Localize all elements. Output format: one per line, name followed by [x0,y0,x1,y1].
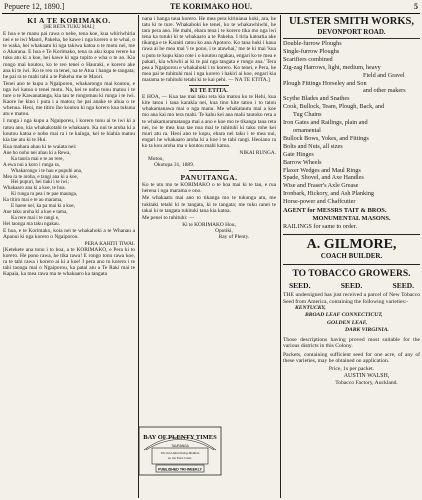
ad-body: Packets, containing sufficient seed for one acre, of any of these varieties, may be obtained on application. [283,351,420,365]
article-subtitle: [HE RETA TUKU MAI.] [43,25,95,30]
ad-item: Zig-zag Harrows, light, medium, heavy [283,63,381,71]
ad-signature-place: Tobacco Factory, Auckland. [335,379,398,386]
svg-text:on the East Coast.: on the East Coast. [167,456,193,460]
issue-date: Pepuere 12, 1890.] [4,2,65,11]
ad-item: Spade, Shovel, and Axe Handles [283,174,364,182]
editor-note-continued: nana i hanga taua korero. He mea pera kiriniaua koki, ara, he tatu ki te ture. Whakahoki ke tenei, ko te whakawhiwhi, he tara pera ano. He mahi, ehara tena i te korero tika mo nga iwi tena ka tutuki ki te whakaaro a te Pakeha. I tiria katoatia ake tikanga e te Karaiti ratou ko ana Apotoro. Ko tana huki i kaua rawa ai he mea mai 'i te pono, i te atawhai,' me te ki mai 'kua u putu te kupu kino rote i o koutou ngakau, engari ko te mea e pakari, kia whiwhi ai ki te pai nga tangata e rongo ana.' Tera pea a Ngaiporou e whakahoki i to korero. Ko tenei, e Pera, he mea pai te tuhituhi mai i nga korero i hakiri ai koe, engari kia marama te tuhituhi tetahi ki te kai pehi. — NA TE ETITA.] [142,16,276,83]
poem-line: A ewa nui a koro i runga ra, [3,161,60,168]
poem-line: Ka rere mai i te rangi e, [11,214,60,221]
ad-item: Scythe Blades and Snathes [283,95,350,103]
section-divider [189,170,229,171]
column-2 [142,16,276,426]
ad-item: ornamental [293,126,321,134]
address-intro: Me penei to tuhituhi: — [142,214,195,221]
seed-row [283,280,420,292]
ad-title: TO TOBACCO GROWERS. [292,269,411,280]
ad-divider [283,38,420,39]
article-paragraph: E hoa e te manu pai rawa o nehe, tena koe, kua whiriwhiria nei e te iwi Maori, Pakeha, he kawe i nga korero o te whai, o te waka, hei whakaatu ki nga takiwa katoa o te motu nei, me o Akarana. E hoa e Te Korimako, tena ra aku kupu rerere ka tuku atu ki a koe, hei kawe ki nga topito e wha o te ao. Kia rongo mai koutou, ko te reo tenei o Hauraki, e korero ake ana ki te iwi. Ko te reo ra tenei, na te Atua i hanga te tangata; he pai ra te mahi tahi a te Pakeha me te Maori. [3,31,135,80]
ad-price: Price, 1s per packet. [328,365,375,372]
ad-item: Horse-power and Chaffcutter [283,198,356,206]
seed-word: SEED. [289,281,311,291]
address-line: Opotiki, [215,227,233,234]
variety: GOLDEN LEAF, [327,319,367,326]
ad-item: Plough Fittings Horseley and Son [283,79,367,87]
ad-item: Scarifiers combined [283,55,333,63]
ad-item: Tug Chains [293,111,322,119]
seed-word: SEED. [340,281,363,291]
header-rule [2,13,420,14]
poem-line: E haere nei, ka pa mai ki a koe, [11,203,75,210]
ad-item: Field and Gravel [363,71,405,79]
ad-item: Double-furrow Ploughs [283,40,342,47]
ad-body: Those descriptions having proved most suitable for the various districts in this Colony. [283,336,420,350]
page-number: 5 [414,2,418,11]
article-title: KI A TE KORIMAKO. [27,16,111,25]
ad-title: A. GILMORE, [306,237,397,253]
ad-item: Wise and Fraser's Axle Grease [283,182,359,190]
poem-line: Ka tauria mai e te ao rere, [11,155,64,162]
article-paragraph: I runga i nga kupu a Ngaiporeu, i korero tonu ai te iwi ki a ratou ano, kia whakakotahi te whakaaro. Ka nui te aroha ki a koutou katoa e noho mai ra i te kainga, kei te hiahia matou kia tae atu ki te Hui. [3,118,135,143]
notice-paragraph: Me whakaatu mai ano to tikanga mo te tukunga atu, me tukitaki tetahi ki te tangata, ki te tangata; me tuku ranei te takai ki te tangata tukituki tana kia katoa. [142,195,276,214]
svg-text:The best Advertising Medium: The best Advertising Medium [160,451,200,455]
bay-of-plenty-times-seal [138,426,222,476]
ad-item: Bullock Bows, Yokes, and Fittings [283,134,369,142]
poem-line: Aue ho noho nei ahau ki a Rewa, [3,149,71,156]
poem-line: Ki runga ra pea i te pae maunga, [11,191,78,198]
column-rule-2 [280,15,281,498]
poem-line: Whakarongo i te hau e pupuhi ana, [11,167,83,174]
poem-line: Hei taonga ma taku ngakau. [3,220,61,227]
letter-title: KI TE ETITA. [190,88,228,95]
ad-railings: RAILINGS for same to order. [283,223,358,231]
ad-item: Gate Hinges [283,150,314,158]
ad-body: THE undersigned has just received a parcel of New Tobacco Seed from America, containing the following varieties:- [283,292,420,305]
editor-note: [Ketekete ana tonu i to hoa, a te KORIMAKO, e Pera ki to korero. He pono rawa, he tika rawa! E rongo tonu rawa koe, ra te tahi rawa i korero ai ki a koe! I pera ano to korero i te tahi taonga mai o Ngaiporou, ka patai atu a Te Raki mai te Kapaia, ka mea rawa ma te whakaaro ka tangata [3,246,135,278]
ad-item: Barrow Wheels [283,158,322,166]
poem-line: Hei pupuri, hei tiaki i te iwi; [11,179,69,186]
poem [3,151,135,228]
poem-line: Aue taku aroha ki a koe e tama, [3,208,68,215]
ad-agent-sub: MONUMENTAL MASONS. [312,215,391,223]
notice-title: PANUITANGA. [180,173,238,183]
address-line: Bay of Plenty. [218,234,250,240]
address-line: Ki te KORIMAKO Hou, [182,221,236,228]
poem-line: Whakaaro ana ki a koe, te hoa. [3,185,66,192]
signature: PERA KAHITI TIWAI. [84,240,135,247]
signature: NIKAI RUNGA. [239,149,276,156]
poem-intro: Kua mahara ahau ki te waiata nei: [3,143,77,150]
section-divider [189,85,229,86]
column-1 [3,16,135,498]
newspaper-title: TE KORIMAKO HOU. [169,2,252,11]
svg-text:BAY OF PLENTY TIMES: BAY OF PLENTY TIMES [143,434,217,441]
ad-subtitle: COACH BUILDER. [320,252,383,261]
ad-divider [283,234,420,235]
letter-date: Okotopa 31, 1889. [154,162,195,169]
article-paragraph: Tenei ano te kupu a Ngaiporeu, whakarongo mai koutou, e nga iwi katoa o tenei motu. Na, kei te noho tonu matou i te ture o te Kawanatanga, kia tau te rongomau ki runga i te iwi. Kaore he kino i puta i a matou; he pai anake te ahua o te whenua. Heoi, me titiro iho koutou ki nga korero kua tukuna atu e matou. [3,80,135,118]
svg-text:PUBLISHED TRI-WEEKLY: PUBLISHED TRI-WEEKLY [158,467,202,472]
ad-item: Flaxer Wedges and Maul Rings [283,166,361,174]
ad-subtitle: DEVONPORT ROAD. [317,28,386,36]
variety: KENTUCKY, [295,304,326,311]
ad-agent-line: AGENT for MESSRS TAIT & BROS. [283,207,387,215]
ad-item: Ironbark, Hickory, and Ash Planking [283,190,375,198]
ad-divider [283,264,420,265]
svg-text:TAURANGA: TAURANGA [171,444,189,448]
ad-item: Cook, Bullock, Team, Plough, Back, and [283,103,385,111]
seed-word: SEED. [392,281,414,291]
column-3-advertisements [283,16,420,498]
ad-signature: AUSTIN WALSH, [343,372,390,379]
letter-place: Motoo, [148,156,164,163]
article-paragraph: E hoa, e te Korimako, koia nei te whakahoki a te Whanau a Apanui ki nga korero o Ngaiporou. [3,227,135,240]
ad-title: ULSTER SMITH WORKS, [289,16,414,27]
poem-line: Ka titiro mai e te ao marama, [3,197,63,204]
ad-item: Bolts and Nuts, all sizes [283,142,343,150]
ad-item: Single-furrow Ploughs [283,47,340,55]
letter-paragraph: E HOA, — Kua tae mai taku reta kia matou ko te Hehi, kua kite tatou i taua karakia nei, kua tino kite tatou i to tatou whakamanawa mai o nga manu. Me whakatautu mai a koe mo ana kai mo tera mahi. Te kahu kei ana mahi tautoko reta a te whakamaramatanga mai a ano e koe mo te tikanga taua reta nei, no te mea kua tae noa mai te tuhituhi ki taku rohe kei muri atu ra. Heoi ano te kupu, ehara nei taku i te mea nui, engari he whakaaro aroha ki a koe i te tahi rangi. Heoiano ra ko ta kou aroha ma o koutou mahi katoa. [142,94,276,149]
variety: BROAD LEAF CONNECTICUT, [305,312,383,319]
page-header [4,2,418,12]
notice-paragraph: Ko te utu mo te KORIMAKO o te hoa mai ki te tau, e rua herena i nga marama e ono. [142,182,276,195]
variety: DARK VIRGINIA. [345,327,389,334]
ad-item: and other makers [363,87,406,95]
ad-item: Iron Gates and Railings, plain and [283,119,368,127]
poem-line: Mea ra te aroha, e tangi ana ki a koe, [3,173,79,180]
